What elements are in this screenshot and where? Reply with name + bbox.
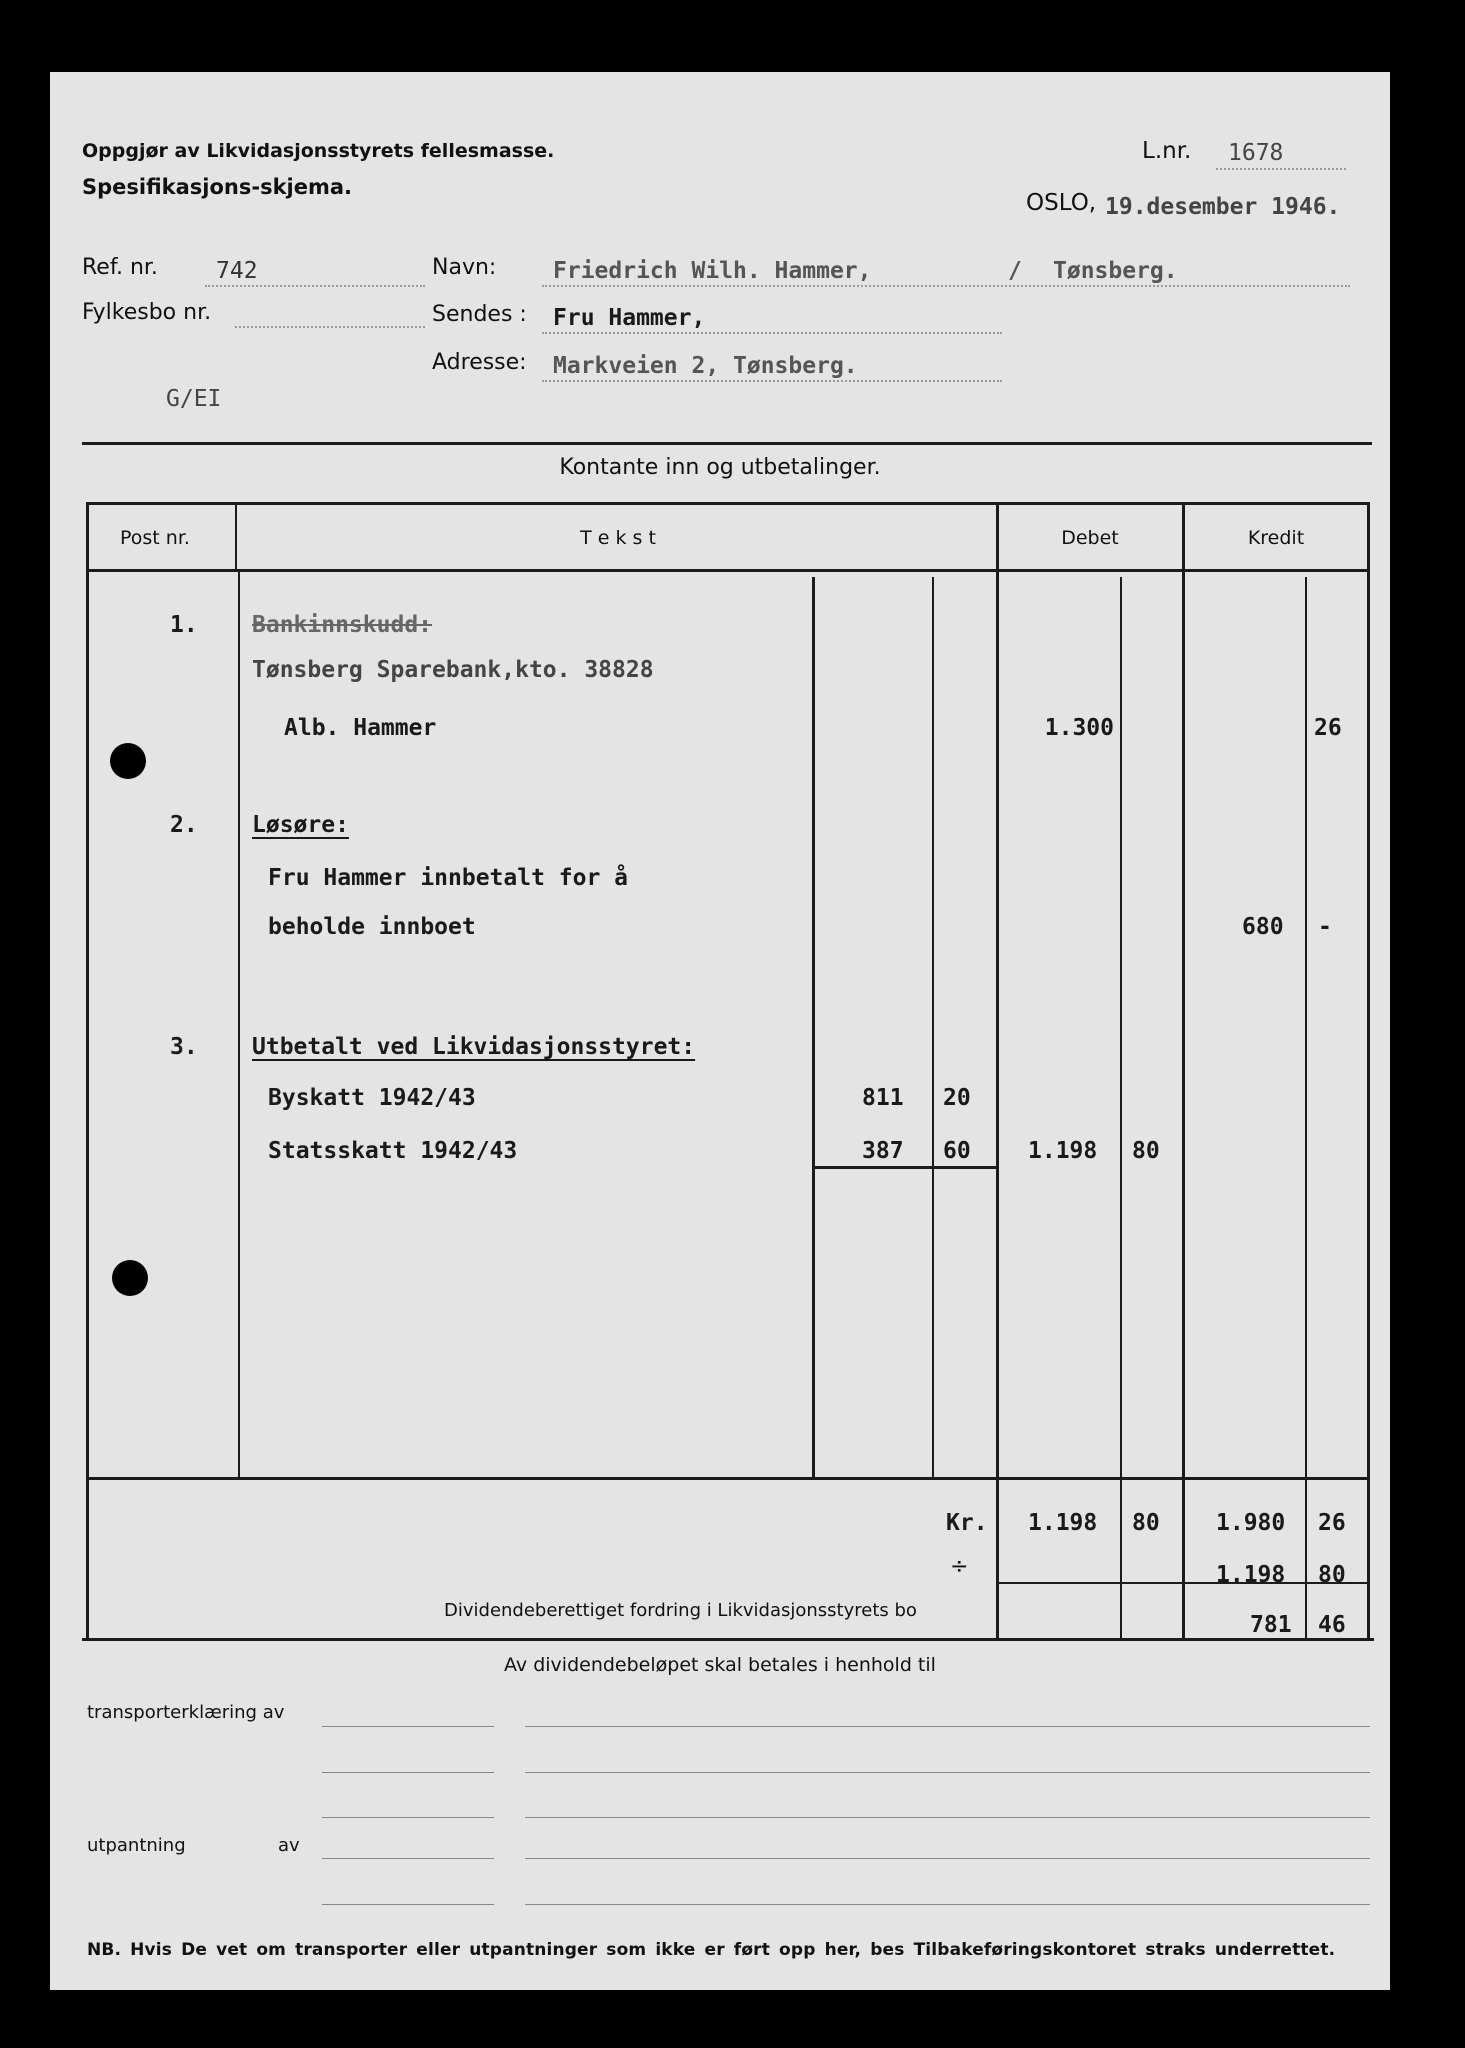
entry-heading: Bankinnskudd:: [252, 612, 433, 638]
lnr-line: [1216, 168, 1346, 170]
adresse-value: Markveien 2, Tønsberg.: [553, 353, 858, 379]
debet-ore: 80: [1132, 1138, 1160, 1164]
utpantning-blank: [525, 1904, 1370, 1905]
section-top-rule: [82, 442, 1372, 445]
date-value: 19.desember 1946.: [1105, 194, 1341, 220]
minus-ore: 80: [1318, 1562, 1346, 1588]
debet-kroner: 1.198: [1028, 1138, 1098, 1164]
transport-blank: [322, 1817, 494, 1818]
post-number: 1.: [170, 612, 198, 638]
kredit-ore: -: [1318, 914, 1332, 940]
sendes-value: Fru Hammer,: [553, 305, 706, 331]
fylkesbo-line: [235, 326, 425, 328]
minus-kroner: 1.198: [1216, 1562, 1286, 1588]
sendes-label: Sendes :: [432, 302, 527, 327]
transport-label: transporterklæring av: [87, 1702, 285, 1723]
lnr-label: L.nr.: [1142, 138, 1192, 164]
transport-blank: [525, 1817, 1370, 1818]
kredit-kroner: 680: [1242, 914, 1284, 940]
fylkesbo-label: Fylkesbo nr.: [82, 300, 212, 325]
utpantning-av: av: [278, 1835, 300, 1856]
utpantning-blank: [525, 1858, 1370, 1859]
post-number: 2.: [170, 812, 198, 838]
total-kredit-ore: 26: [1318, 1510, 1346, 1536]
navn-value: Friedrich Wilh. Hammer,: [553, 258, 872, 284]
entry-line: Alb. Hammer: [284, 715, 437, 741]
initials: G/EI: [166, 386, 222, 412]
utpantning-label: utpantning: [87, 1835, 186, 1856]
minus-sign: ÷: [950, 1554, 969, 1579]
sendes-line: [542, 332, 1002, 334]
kredit-kroner: 1.300: [1044, 715, 1114, 741]
dividend-label: Dividendeberettiget fordring i Likvidasjonsstyrets bo: [444, 1600, 917, 1621]
entry-line: Statsskatt 1942/43: [268, 1138, 518, 1164]
transport-blank: [525, 1726, 1370, 1727]
adresse-label: Adresse:: [432, 350, 527, 375]
header-kredit: Kredit: [1247, 527, 1305, 549]
header-line1: Oppgjør av Likvidasjonsstyrets fellesmasse.: [82, 140, 555, 162]
section-title: Kontante inn og utbetalinger.: [559, 455, 881, 480]
header-line2: Spesifikasjons-skjema.: [82, 175, 353, 199]
header-post-nr: Post nr.: [120, 527, 190, 549]
entry-heading: Løsøre:: [252, 812, 349, 838]
transport-blank: [322, 1772, 494, 1773]
utpantning-blank: [322, 1858, 494, 1859]
transport-blank: [525, 1772, 1370, 1773]
punch-hole: [110, 743, 146, 779]
total-debet-kroner: 1.198: [1028, 1510, 1098, 1536]
ref-value: 742: [216, 258, 258, 284]
document-page: [50, 72, 1390, 1990]
navn-line: [542, 285, 1350, 287]
result-kroner: 781: [1250, 1612, 1292, 1638]
total-debet-ore: 80: [1132, 1510, 1160, 1536]
navn-place: Tønsberg.: [1053, 258, 1178, 284]
dividend-note: Av dividendebeløpet skal betales i henhold til: [504, 1654, 936, 1676]
oslo-label: OSLO,: [1026, 190, 1097, 216]
entry-heading: Utbetalt ved Likvidasjonsstyret:: [252, 1034, 696, 1060]
punch-hole: [112, 1260, 148, 1296]
header-debet: Debet: [1061, 527, 1119, 549]
lnr-value: 1678: [1228, 140, 1284, 166]
entry-line: Byskatt 1942/43: [268, 1085, 476, 1111]
kr-label: Kr.: [946, 1510, 988, 1536]
result-ore: 46: [1318, 1612, 1346, 1638]
post-number: 3.: [170, 1034, 198, 1060]
sub-amount-kroner: 387: [862, 1138, 904, 1164]
nb-note: NB. Hvis De vet om transporter eller utpantninger som ikke er ført opp her, bes Tilbakeføringskontoret straks underrettet.: [87, 1940, 1336, 1960]
ref-line: [205, 285, 425, 287]
entry-line: Tønsberg Sparebank,kto. 38828: [252, 657, 654, 683]
total-kredit-kroner: 1.980: [1216, 1510, 1286, 1536]
sub-amount-ore: 60: [943, 1138, 971, 1164]
utpantning-blank: [322, 1904, 494, 1905]
ref-label: Ref. nr.: [82, 255, 158, 280]
navn-label: Navn:: [432, 255, 497, 280]
entry-line: beholde innboet: [268, 914, 476, 940]
adresse-line: [542, 380, 1002, 382]
entry-line: Fru Hammer innbetalt for å: [268, 865, 629, 891]
sub-amount-kroner: 811: [862, 1085, 904, 1111]
transport-blank: [322, 1726, 494, 1727]
navn-separator: /: [1008, 258, 1022, 284]
sub-amount-ore: 20: [943, 1085, 971, 1111]
header-tekst: T e k s t: [580, 527, 656, 549]
kredit-ore: 26: [1314, 715, 1342, 741]
